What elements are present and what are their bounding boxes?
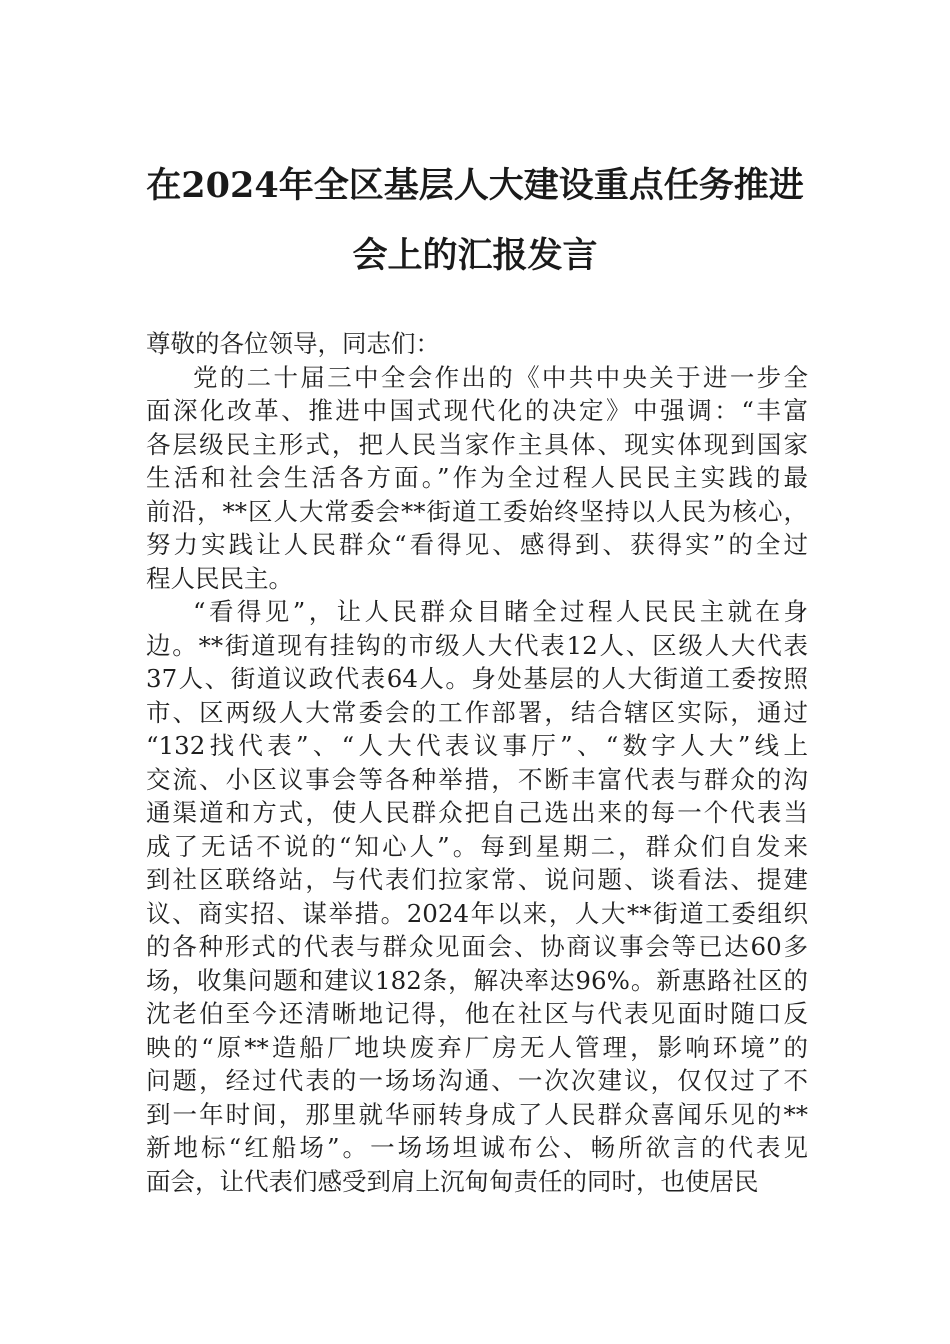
- paragraph-2-line: 到一年时间，那里就华丽转身成了人民群众喜闻乐见的**: [146, 1099, 808, 1129]
- paragraph-2-line: “132找代表”、“人大代表议事厅”、“数字人大”线上: [146, 731, 808, 760]
- paragraph-1-line: 前沿，**区人大常委会**街道工委始终坚持以人民为核心，: [146, 496, 808, 526]
- paragraph-2-line: 新地标“红船场”。一场场坦诚布公、畅所欲言的代表见: [146, 1133, 808, 1162]
- paragraph-1-line: 面深化改革、推进中国式现代化的决定》中强调：“丰富: [146, 396, 808, 425]
- paragraph-2-line: 问题，经过代表的一场场沟通、一次次建议，仅仅过了不: [146, 1066, 808, 1095]
- paragraph-2-line: 37人、街道议政代表64人。身处基层的人大街道工委按照: [146, 664, 808, 693]
- paragraph-1-line: 努力实践让人民群众“看得见、感得到、获得实”的全过: [146, 530, 808, 559]
- paragraph-2-line: 的各种形式的代表与群众见面会、协商议事会等已达60多: [146, 932, 808, 961]
- paragraph-2-line: 交流、小区议事会等各种举措，不断丰富代表与群众的沟: [146, 764, 808, 794]
- document-title-line-2: 会上的汇报发言: [352, 235, 598, 276]
- paragraph-2-line: 边。**街道现有挂钩的市级人大代表12人、区级人大代表: [146, 630, 808, 660]
- salutation: 尊敬的各位领导，同志们：: [146, 329, 440, 358]
- paragraph-2-line: 成了无话不说的“知心人”。每到星期二，群众们自发来: [146, 831, 808, 861]
- paragraph-1-line: 各层级民主形式，把人民当家作主具体、现实体现到国家: [146, 429, 808, 459]
- paragraph-2-line: 映的“原**造船厂地块废弃厂房无人管理，影响环境”的: [146, 1032, 808, 1062]
- paragraph-2-line: 市、区两级人大常委会的工作部署，结合辖区实际，通过: [146, 697, 808, 727]
- paragraph-1-line: 党的二十届三中全会作出的《中共中央关于进一步全: [193, 362, 808, 392]
- paragraph-2-line: 到社区联络站，与代表们拉家常、说问题、谈看法、提建: [146, 865, 808, 894]
- paragraph-2-line: 议、商实招、谋举措。2024年以来，人大**街道工委组织: [146, 898, 808, 928]
- paragraph-1-line: 生活和社会生活各方面。”作为全过程人民民主实践的最: [146, 463, 808, 492]
- paragraph-1-line: 程人民民主。: [146, 563, 293, 593]
- document-body: [146, 327, 808, 1198]
- paragraph-2-line: 沈老伯至今还清晰地记得，他在社区与代表见面时随口反: [146, 999, 808, 1028]
- document-title-line-1: 在2024年全区基层人大建设重点任务推进: [146, 165, 804, 206]
- paragraph-2-line: 通渠道和方式，使人民群众把自己选出来的每一个代表当: [146, 798, 808, 827]
- paragraph-2-line: 面会，让代表们感受到肩上沉甸甸责任的同时，也使居民: [146, 1166, 759, 1196]
- paragraph-2-line: “看得见”，让人民群众目睹全过程人民民主就在身: [193, 597, 808, 626]
- paragraph-2-line: 场，收集问题和建议182条，解决率达96%。新惠路社区的: [146, 965, 808, 995]
